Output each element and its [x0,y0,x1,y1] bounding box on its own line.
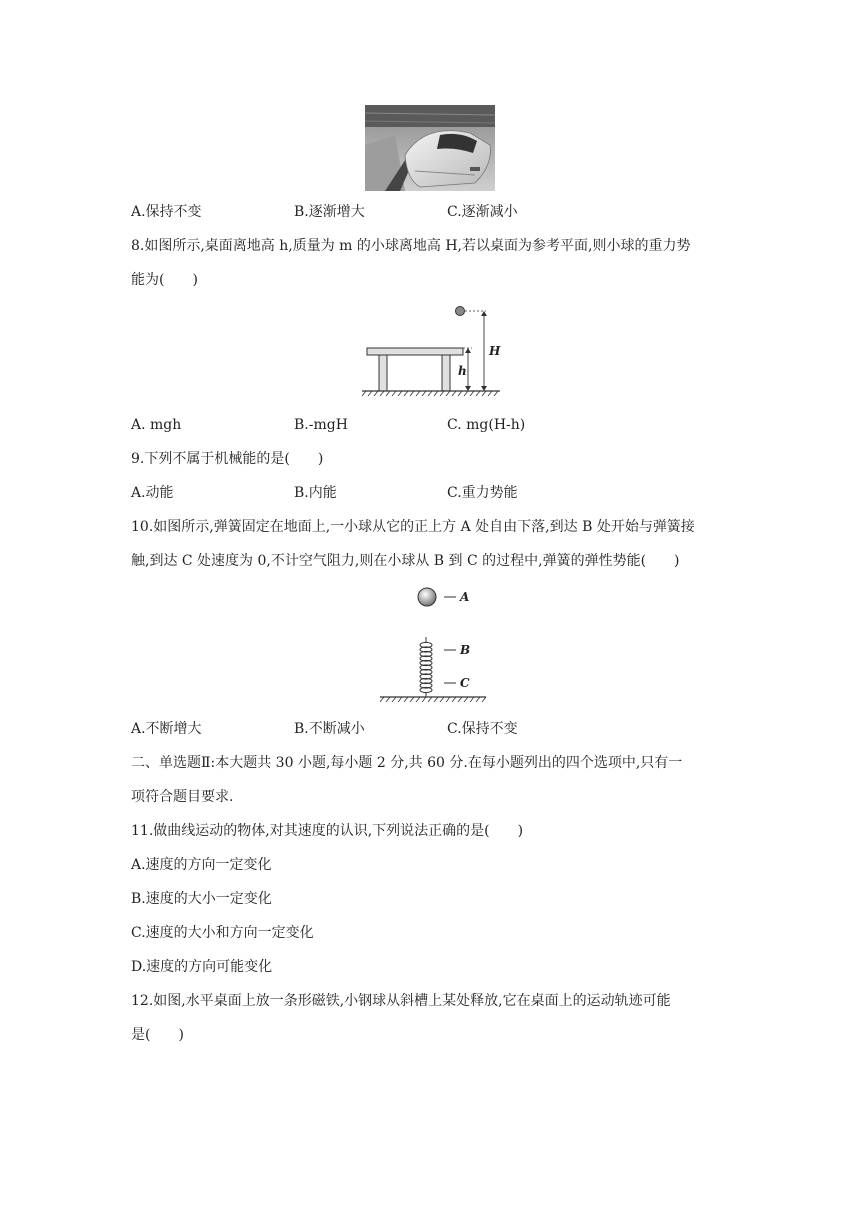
q12-stem-line1: 12.如图,水平桌面上放一条形磁铁,小钢球从斜槽上某处释放,它在桌面上的运动轨迹可能 [131,993,671,1009]
section2-line1: 二、单选题Ⅱ:本大题共 30 小题,每小题 2 分,共 60 分.在每小题列出的四个选项中,只有一 [131,755,683,771]
q7-option-c: C.逐渐减小 [447,204,518,220]
spring [420,642,432,692]
q7-option-a: A.保持不变 [131,204,202,220]
ball-a [418,588,436,606]
q8-stem-line1: 8.如图所示,桌面离地高 h,质量为 m 的小球离地高 H,若以桌面为参考平面,则小球的重力势 [131,238,691,254]
q10-stem-line1: 10.如图所示,弹簧固定在地面上,一小球从它的正上方 A 处自由下落,到达 B 处开始与弹簧接 [131,519,695,535]
q9-option-c: C.重力势能 [447,485,518,501]
q11-option-c: C.速度的大小和方向一定变化 [131,925,314,941]
table-ball-figure [362,303,512,403]
spring-ball-figure [378,585,498,705]
q7-option-b: B.逐渐增大 [294,204,365,220]
label-B: B [460,643,471,657]
q11-option-a: A.速度的方向一定变化 [131,857,272,873]
q11-option-d: D.速度的方向可能变化 [131,959,273,975]
q8-option-a: A. mgh [131,417,182,433]
section2-line2: 项符合题目要求. [131,789,234,805]
label-H: H [489,344,501,358]
q10-option-a: A.不断增大 [131,721,202,737]
label-A: A [460,590,470,604]
label-C: C [460,676,470,690]
maglev-train-photo [365,105,495,191]
ball [456,307,465,316]
q10-stem-line2: 触,到达 C 处速度为 0,不计空气阻力,则在小球从 B 到 C 的过程中,弹簧的弹性势能( ) [131,553,680,569]
q9-stem: 9.下列不属于机械能的是( ) [131,451,324,467]
q11-option-b: B.速度的大小一定变化 [131,891,272,907]
q9-option-a: A.动能 [131,485,174,501]
q8-stem-line2: 能为( ) [131,272,198,288]
label-h: h [458,364,467,378]
q11-stem: 11.做曲线运动的物体,对其速度的认识,下列说法正确的是( ) [131,823,524,839]
table-leg-left [379,355,387,391]
table-top [367,348,463,355]
q10-option-b: B.不断减小 [294,721,365,737]
q8-option-c: C. mg(H-h) [447,417,526,433]
q10-option-c: C.保持不变 [447,721,518,737]
q8-option-b: B.-mgH [294,417,348,433]
q9-option-b: B.内能 [294,485,337,501]
table-leg-right [442,355,450,391]
q12-stem-line2: 是( ) [131,1027,184,1043]
